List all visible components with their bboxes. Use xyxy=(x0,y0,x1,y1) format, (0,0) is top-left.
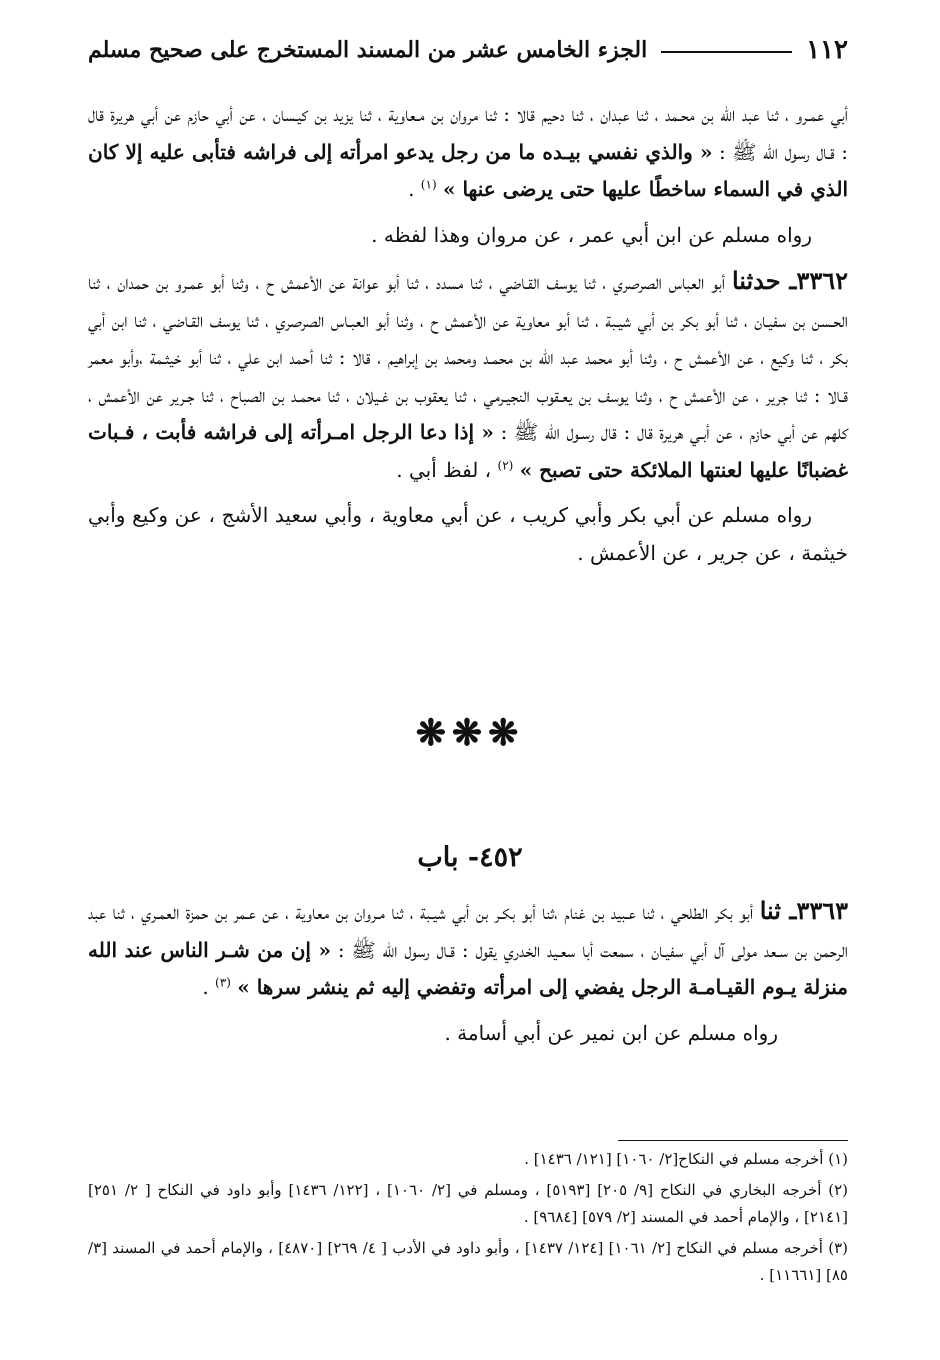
sentence-end: . xyxy=(202,975,209,999)
footnote-ref: (١) xyxy=(420,177,437,192)
page-header xyxy=(88,28,848,72)
sentence-end: . xyxy=(408,177,415,201)
sentence-end: ، لفظ أبي . xyxy=(396,457,492,482)
main-text-block xyxy=(88,96,848,580)
takhrij-note: رواه مسلم عن ابن أبي عمر ، عن مروان وهذا لفظه . xyxy=(371,222,812,247)
chapter-heading: ٤٥٢- باب xyxy=(417,842,523,873)
footnote-ref: (٣) xyxy=(215,975,231,990)
takhrij-note: رواه مسلم عن أبي بكر وأبي كريب ، عن أبي معاوية ، وأبي سعيد الأشج ، عن وكيع وأبي خيثمة ، عن جرير ، عن الأعمش . xyxy=(88,503,848,565)
hadith-matn: « إذا دعا الرجل امـرأته إلى فراشه فأبت ، فـبات غضبانًا عليها لعنتها الملائكة حتى تصبح » xyxy=(88,420,848,482)
isnad-text: أبي عمـرو ، ثنا عبد الله بن محـمد ، ثنا عبدان ، ثنا دحيم قالا : ثنا مروان بن مـعاوية ، ثنا يزيد بن كيـسان ، عن أبي حازم عن أبي هريرة قال : قـال رسول الله ﷺ : xyxy=(88,102,848,164)
isnad-text: أبو بكر الطلحي ، ثنا عـبيد بن غنام ،ثنا أبو بكـر بن أبي شيـبة ، ثنا مـروان بن معاوية ، عن عـمر بن حمزة العمـري ، ثنا عبد الرحمن بن سـعد مولى آل أبي سفيـان ، سمعت أبا سعـيد الخدري يقول : قـال رسول الله ﷺ : xyxy=(88,900,848,962)
hadith-number: ٣٣٦٢ـ حدثنا xyxy=(731,266,849,295)
hadith-3361-continuation xyxy=(88,96,848,209)
hadith-3362 xyxy=(88,262,848,489)
footnote-2: (٢) أخرجه البخاري في النكاح [٩/ ٢٠٥] [٥١٩٣] ، ومسلم في [٢/ ١٠٦٠] ، [١٢٢/ ١٤٣٦] وأبو داود في النكاح [ ٢/ ٢٥١] [٢١٤١] ، والإمام أحمد في المسند [٢/ ٥٧٩] [٩٦٨٤] . xyxy=(88,1181,849,1226)
isnad-text: أبو العباس الصرصري ، ثنا يوسف القـاضي ، ثنا مسدد ، ثنا أبو عوانة عن الأعمش ح ، وثنا أبو عمـرو بن حمدان ، ثنا الحـسن بن سفيـان ، ثنا أبو بكر بن أبي شيـبة ، ثنا أبو معاوية عن الأعمش ح ، وثنا أبو العبـاس الصرصري ، ثنا يوسف القـاضي ، ثنا ابن أبي بكر ، ثنا وكيع ، عن الأعمش ح ، وثنا أبو محمد عبد الله بن محمـد ومحمد بن إبراهيم ، قالا : ثنا أحمد ابن علي ، ثنا أبو خيثـمة ،وأبو معمر قـالا : ثنا جرير ، عن الأعمش ح ، وثنا يوسف بن يعـقوب النجيـرمي ، ثنا يعقوب بن غـيلان ، ثنا محمـد بن الصباح ، ثنا جـرير عن الأعمش ، كلهم عن أبي حازم ، عن أبـي هريرة قال : قال رسـول الله ﷺ : xyxy=(88,270,849,444)
hadith-number: ٣٣٦٣ـ ثنا xyxy=(759,896,848,925)
footnote-3: (٣) أخرجه مسلم في النكاح [٢/ ١٠٦١] [١٢٤/ ١٤٣٧] ، وأبو داود في الأدب [ ٤/ ٢٦٩] [٤٨٧٠] ، والإمام أحمد في المسند [٣/ ٨٥] [١١٦٦١] . xyxy=(88,1239,849,1284)
running-title: الجزء الخامس عشر من المسند المستخرج على صحيح مسلم xyxy=(88,37,648,63)
chapter-text-block xyxy=(88,892,848,1060)
footnote-rule xyxy=(618,1140,848,1141)
footnote-ref: (٢) xyxy=(497,457,514,472)
footnote-1: (١) أخرجه مسلم في النكاح[٢/ ١٠٦٠] [١٢١/ ١٤٣٦] . xyxy=(524,1150,848,1168)
page-number: ١١٢ xyxy=(806,35,848,65)
section-separator: ❋❋❋ xyxy=(415,712,525,754)
hadith-matn: « إن من شـر الناس عند الله منزلة يـوم القيـامـة الرجل يفضي إلى امرأته وتفضي إليه ثم ينشر سرها » xyxy=(88,937,848,999)
header-rule xyxy=(661,51,792,53)
hadith-3363 xyxy=(88,892,848,1007)
takhrij-note: رواه مسلم عن ابن نمير عن أبي أسامة . xyxy=(444,1020,778,1045)
footnotes xyxy=(88,1146,848,1293)
hadith-matn: « والذي نفسي بيـده ما من رجل يدعو امرأته إلى فراشه فتأبى عليه إلا كان الذي في السماء ساخطًا عليها حتى يرضى عنها » xyxy=(88,139,848,201)
